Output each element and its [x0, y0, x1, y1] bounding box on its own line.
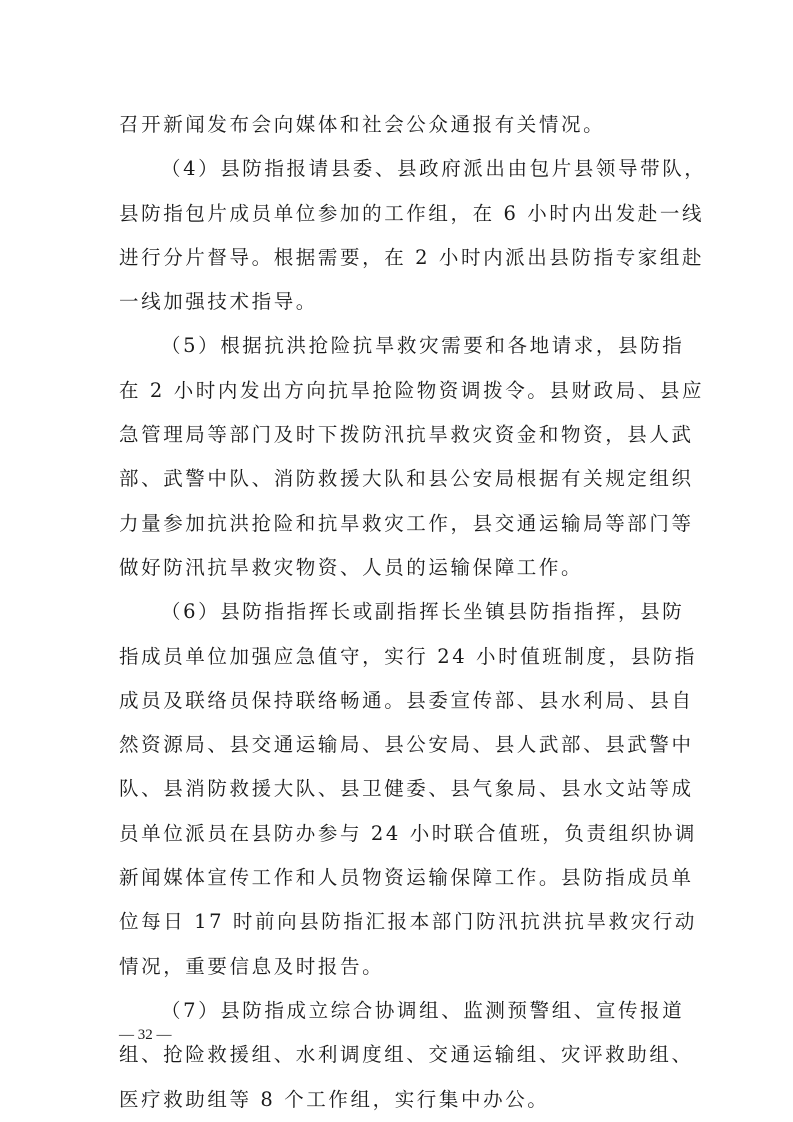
- text-line: 指成员单位加强应急值守，实行 24 小时值班制度，县防指: [119, 644, 698, 668]
- page-number: — 32 —: [119, 1027, 172, 1043]
- text-line: 做好防汛抗旱救灾物资、人员的运输保障工作。: [119, 555, 584, 579]
- text-line: 然资源局、县交通运输局、县公安局、县人武部、县武警中: [119, 733, 694, 757]
- paragraph-first-line: （7）县防指成立综合协调组、监测预警组、宣传报道: [161, 998, 685, 1022]
- text-line: 位每日 17 时前向县防指汇报本部门防汛抗洪抗旱救灾行动: [119, 910, 698, 934]
- text-line: 组、抢险救援组、水利调度组、交通运输组、灾评救助组、: [119, 1043, 694, 1067]
- text-line: 力量参加抗洪抢险和抗旱救灾工作，县交通运输局等部门等: [119, 511, 694, 535]
- paragraph-first-line: （5）根据抗洪抢险抗旱救灾需要和各地请求，县防指: [161, 334, 685, 358]
- text-line: 急管理局等部门及时下拨防汛抗旱救灾资金和物资，县人武: [119, 423, 694, 447]
- text-line: 新闻媒体宣传工作和人员物资运输保障工作。县防指成员单: [119, 866, 694, 890]
- text-line: 情况，重要信息及时报告。: [119, 954, 385, 978]
- text-line: 进行分片督导。根据需要，在 2 小时内派出县防指专家组赴: [119, 245, 705, 269]
- text-line: 成员及联络员保持联络畅通。县委宣传部、县水利局、县自: [119, 688, 694, 712]
- text-line: 员单位派员在县防办参与 24 小时联合值班，负责组织协调: [119, 821, 698, 845]
- text-line: 县防指包片成员单位参加的工作组，在 6 小时内出发赴一线: [119, 201, 705, 225]
- text-line: 召开新闻发布会向媒体和社会公众通报有关情况。: [119, 113, 606, 136]
- text-line: 一线加强技术指导。: [119, 290, 318, 314]
- document-body: [119, 103, 707, 1122]
- text-line: 队、县消防救援大队、县卫健委、县气象局、县水文站等成: [119, 777, 694, 801]
- text-line: 部、武警中队、消防救援大队和县公安局根据有关规定组织: [119, 467, 694, 491]
- text-line: 医疗救助组等 8 个工作组，实行集中办公。: [119, 1087, 550, 1111]
- text-line: 在 2 小时内发出方向抗旱抢险物资调拨令。县财政局、县应: [119, 378, 705, 402]
- paragraph-first-line: （6）县防指指挥长或副指挥长坐镇县防指指挥，县防: [161, 600, 685, 624]
- paragraph-first-line: （4）县防指报请县委、县政府派出由包片县领导带队，: [161, 157, 707, 181]
